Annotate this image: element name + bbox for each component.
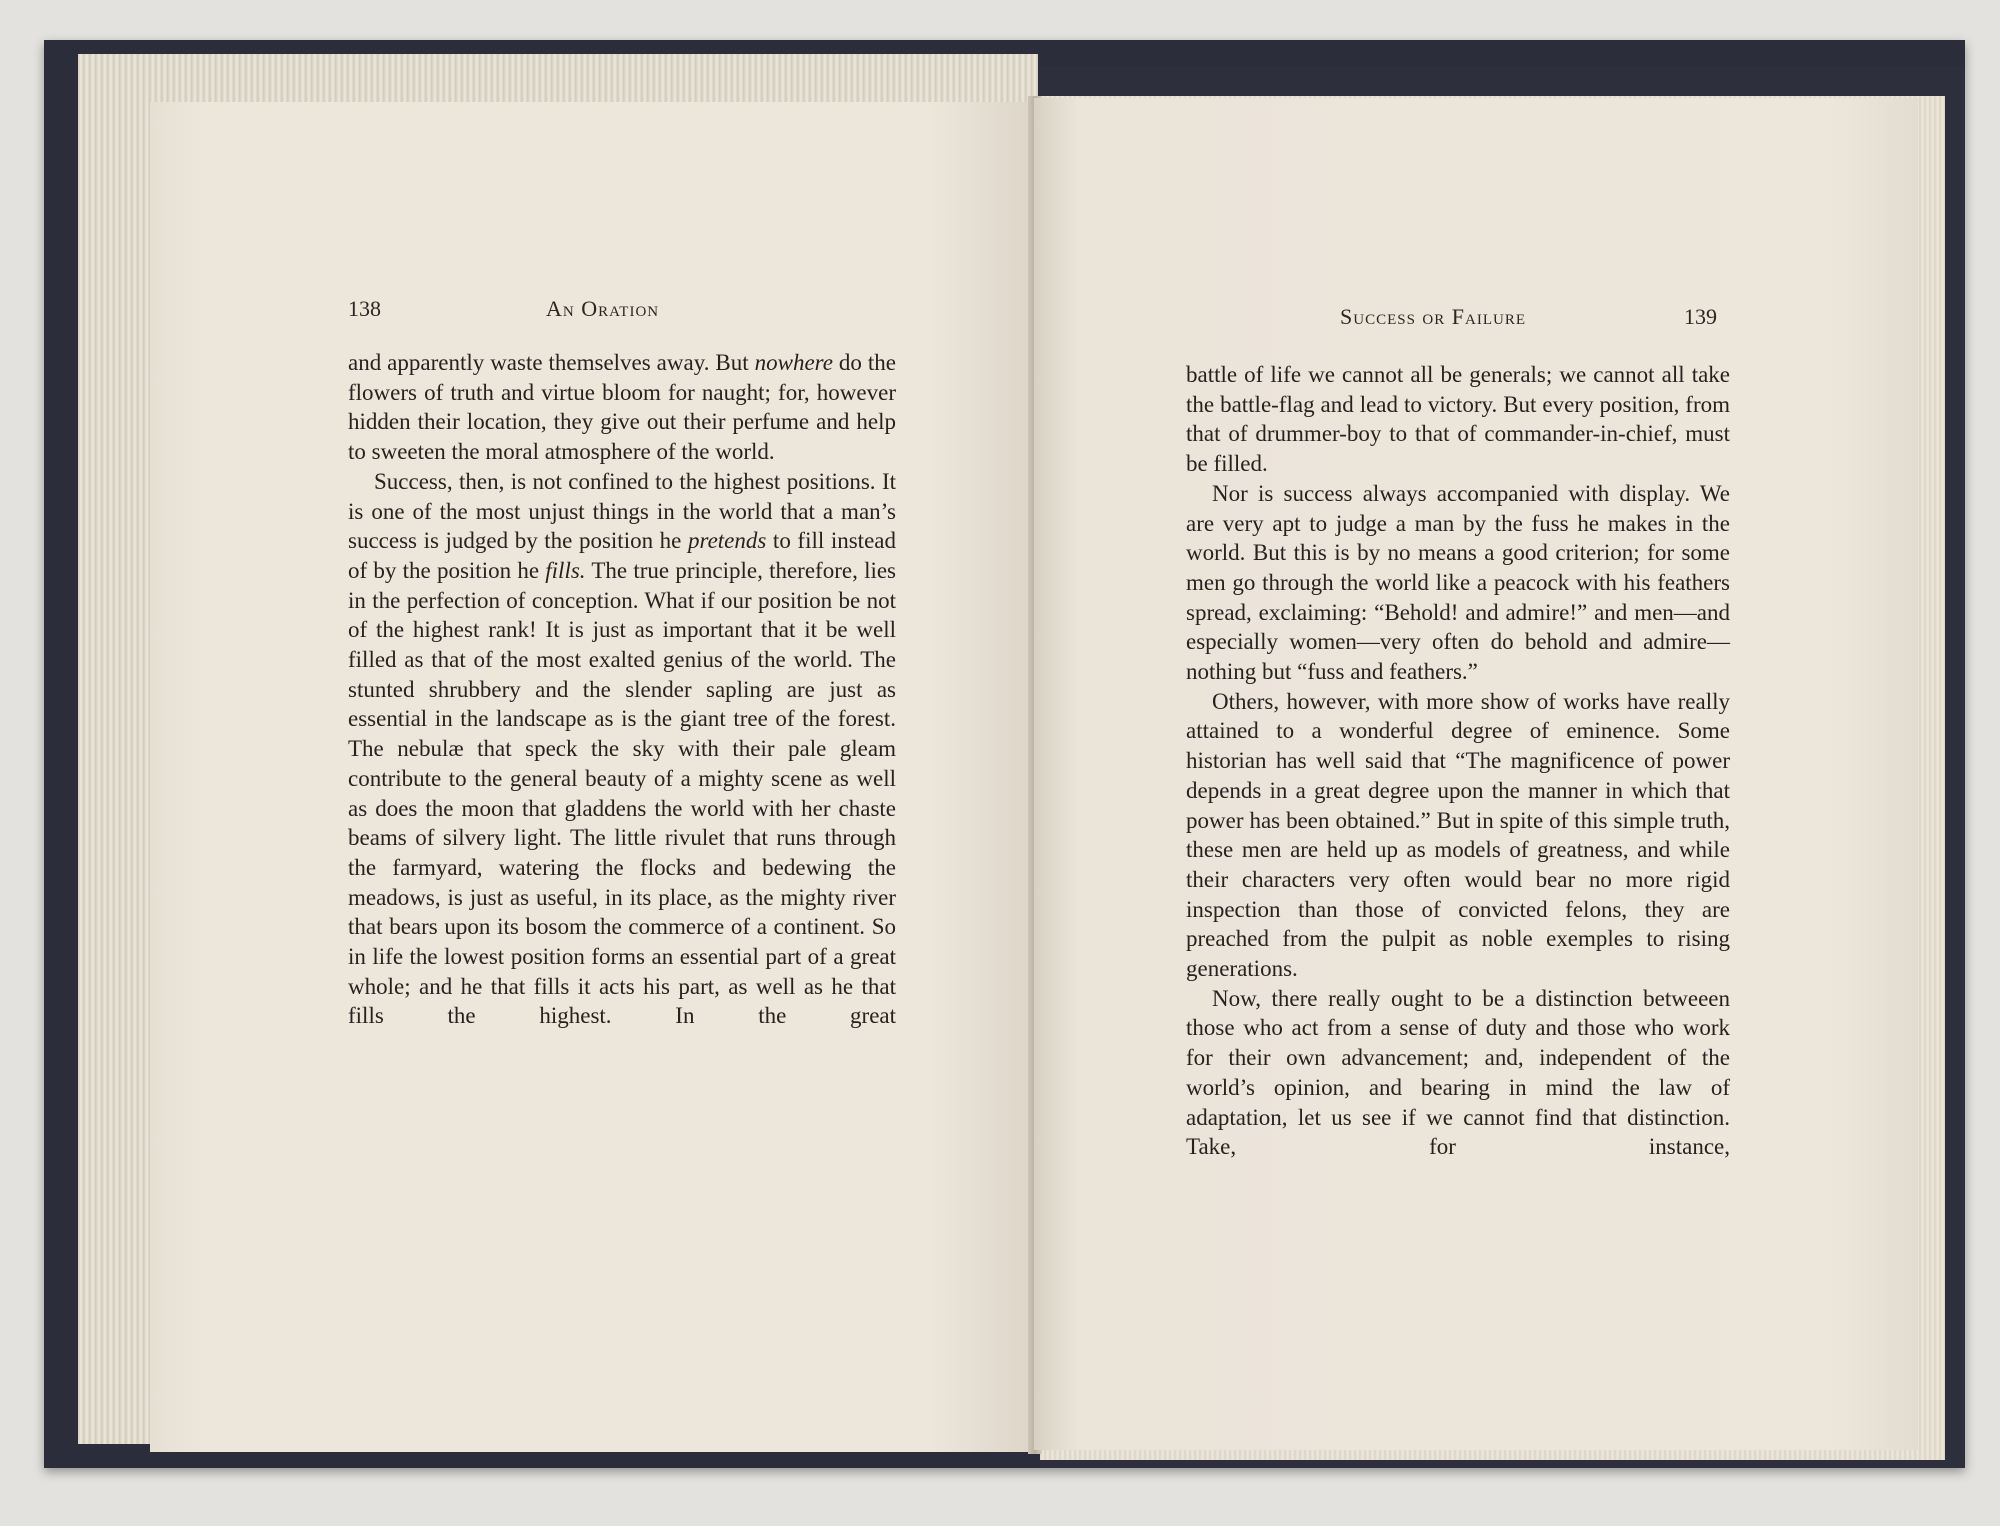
text-run: Success, then, is not confined to the highest positions. It is one of the most unjust things in the world that a man’s success is judged by the position he bbox=[348, 468, 896, 554]
text-run: Now, there really ought to be a distinction betweeen those who act from a sense of duty and those who work for their own advancement; and, independent of the world’s opinion, and bearing in mind the law of adaptation, let us see if we cannot find that distinction. Take, for instance, bbox=[1186, 985, 1730, 1160]
running-head-left: An Oration bbox=[546, 296, 660, 321]
paragraph bbox=[348, 348, 896, 467]
text-run: and apparently waste themselves away. But bbox=[348, 350, 755, 375]
page-number-right: 139 bbox=[1684, 304, 1717, 329]
italic-text: nowhere bbox=[754, 350, 833, 375]
text-run: Nor is success always accompanied with display. We are very apt to judge a man by the fuss he makes in the world. But this is by no means a good criterion; for some men go through the world like a peacock with his feathers spread, exclaiming: “Behold! and admire!” and men—and especially women—very often do behold and admire—nothing but “fuss and feathers.” bbox=[1186, 480, 1730, 685]
paragraph bbox=[1186, 479, 1730, 687]
page-number-left: 138 bbox=[348, 296, 381, 321]
italic-text: pretends bbox=[687, 528, 767, 554]
running-head-right: Success or Failure bbox=[1340, 304, 1526, 329]
paragraph bbox=[348, 467, 896, 1031]
paragraph bbox=[1186, 687, 1730, 984]
text-run: battle of life we cannot all be generals; we cannot all take the battle-flag and lead to victory. But every position, from that of drummer-boy to that of commander-in-chief, must be filled. bbox=[1186, 362, 1730, 477]
text-run: to fill instead of by the position he bbox=[348, 528, 896, 583]
text-run: Others, however, with more show of works have really attained to a wonderful degree of eminence. Some historian has well said that “The magnificence of power depends in a great degree upon the manner in which that power has been obtained.” But in spite of this simple truth, these men are held up as models of greatness, and while their characters very often would bear no more rigid inspection than those of convicted felons, they are preached from the pulpit as noble exemples to rising generations. bbox=[1186, 688, 1730, 982]
right-page bbox=[1034, 98, 1918, 1450]
paragraph bbox=[1186, 360, 1730, 479]
text-run: The true principle, therefore, lies in the perfection of conception. What if our position be not of the highest rank! It is just as important that it be well filled as that of the most exalted genius of the world. The stunted shrubbery and the slender sapling are just as essential in the landscape as is the giant tree of the forest. The nebulæ that speck the sky with their pale gleam contribute to the general beauty of a mighty scene as well as does the moon that gladdens the world with her chaste beams of silvery light. The little rivulet that runs through the farmyard, watering the flocks and bedewing the meadows, is just as useful, in its place, as the mighty river that bears upon its bosom the commerce of a continent. So in life the lowest position forms an essential part of a great whole; and he that fills it acts his part, as well as he that fills the highest. In the great bbox=[348, 557, 897, 1029]
italic-text: fills. bbox=[545, 557, 586, 583]
paragraph bbox=[1186, 984, 1730, 1162]
left-page bbox=[150, 102, 1034, 1452]
left-page-body bbox=[348, 348, 896, 1031]
right-page-body bbox=[1186, 360, 1730, 1162]
text-run: do the flowers of truth and virtue bloom for naught; for, however hidden their location, they give out their perfume and help to sweeten the moral atmosphere of the world. bbox=[348, 350, 896, 465]
